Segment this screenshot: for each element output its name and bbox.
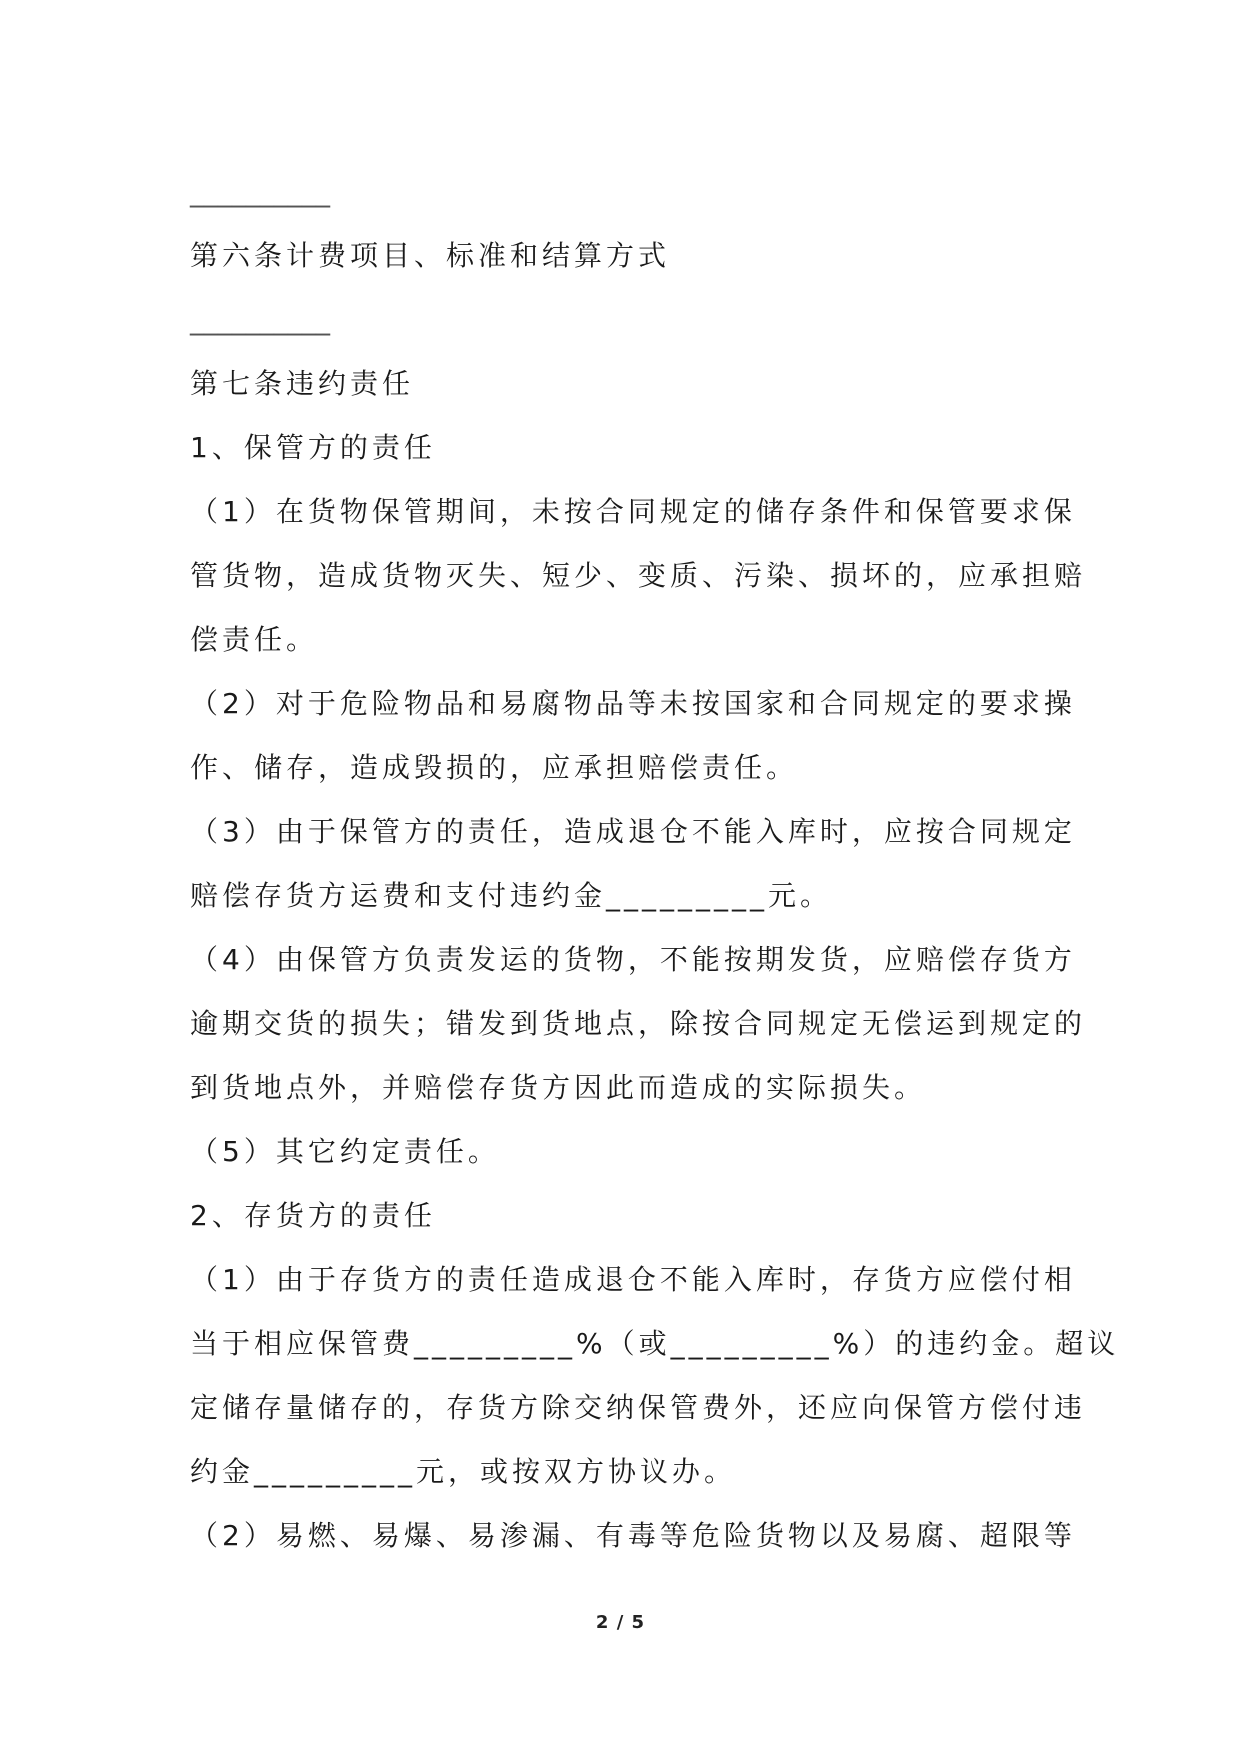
section-2-heading: 2、存货方的责任 — [190, 1199, 436, 1232]
page-number: 2 / 5 — [595, 1612, 646, 1633]
article-7-heading: 第七条违约责任 — [190, 367, 415, 400]
document-body — [190, 160, 1120, 1568]
paragraph-line: （2）对于危险物品和易腐物品等未按国家和合同规定的要求操 — [190, 687, 1076, 720]
blank-line-2: __________ — [190, 303, 330, 336]
paragraph-line: 管货物，造成货物灭失、短少、变质、污染、损坏的，应承担赔 — [190, 559, 1087, 592]
paragraph-line: （5）其它约定责任。 — [190, 1135, 500, 1168]
paragraph-line: （2）易燃、易爆、易渗漏、有毒等危险货物以及易腐、超限等 — [190, 1519, 1076, 1552]
article-6-heading: 第六条计费项目、标准和结算方式 — [190, 239, 671, 272]
section-1-heading: 1、保管方的责任 — [190, 431, 436, 464]
paragraph-line: 到货地点外，并赔偿存货方因此而造成的实际损失。 — [190, 1071, 927, 1104]
paragraph-line: 作、储存，造成毁损的，应承担赔偿责任。 — [190, 751, 799, 784]
paragraph-line: 定储存量储存的，存货方除交纳保管费外，还应向保管方偿付违 — [190, 1391, 1087, 1424]
paragraph-line: （1）在货物保管期间，未按合同规定的储存条件和保管要求保 — [190, 495, 1076, 528]
blank-line-1: __________ — [190, 175, 330, 208]
paragraph-line: （4）由保管方负责发运的货物，不能按期发货，应赔偿存货方 — [190, 943, 1076, 976]
paragraph-line: 当于相应保管费_________%（或_________%）的违约金。超议 — [190, 1327, 1120, 1360]
paragraph-line: 约金_________元，或按双方协议办。 — [190, 1455, 737, 1488]
paragraph-line: 偿责任。 — [190, 623, 319, 656]
paragraph-line: （1）由于存货方的责任造成退仓不能入库时，存货方应偿付相 — [190, 1263, 1076, 1296]
paragraph-line: 赔偿存货方运费和支付违约金_________元。 — [190, 879, 833, 912]
paragraph-line: 逾期交货的损失；错发到货地点，除按合同规定无偿运到规定的 — [190, 1007, 1087, 1040]
paragraph-line: （3）由于保管方的责任，造成退仓不能入库时，应按合同规定 — [190, 815, 1076, 848]
